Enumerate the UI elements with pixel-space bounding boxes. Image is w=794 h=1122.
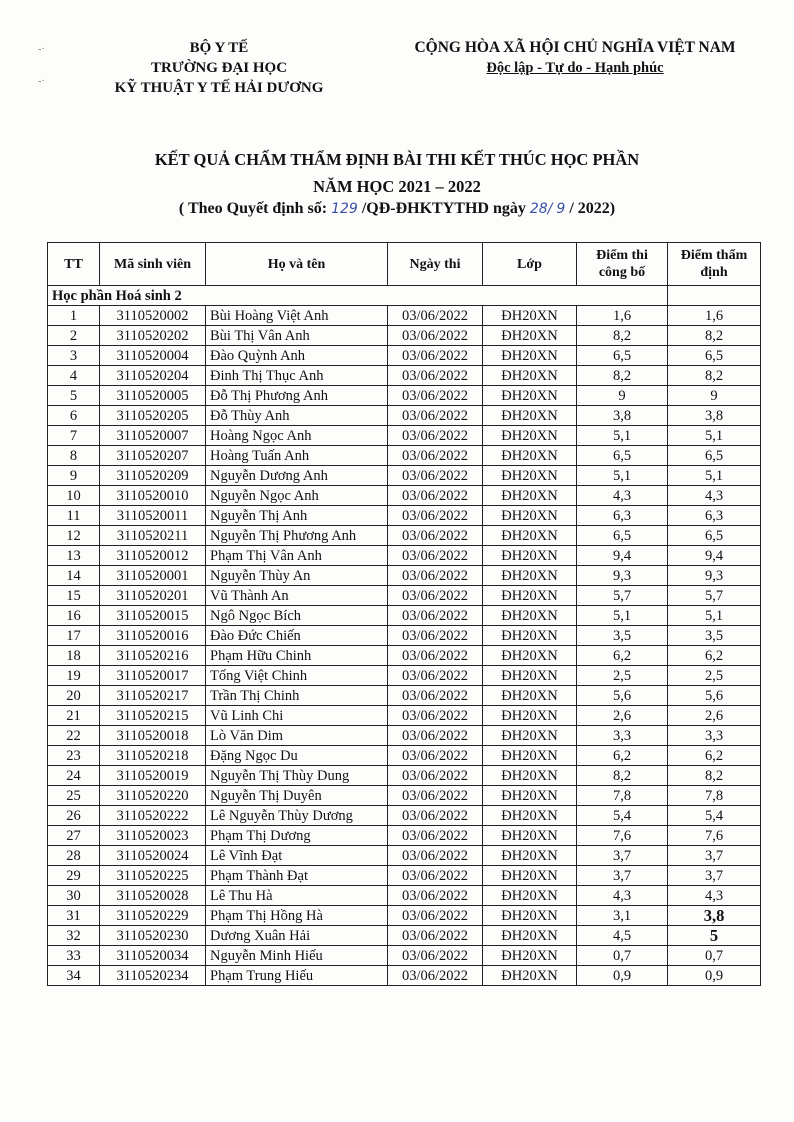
- student-name: Nguyễn Thùy An: [206, 566, 388, 586]
- exam-date: 03/06/2022: [388, 446, 483, 466]
- row-number: 12: [48, 526, 100, 546]
- row-number: 26: [48, 806, 100, 826]
- published-score: 0,7: [577, 946, 668, 966]
- class-name: ĐH20XN: [483, 646, 577, 666]
- exam-date: 03/06/2022: [388, 566, 483, 586]
- appraised-score: 5,6: [668, 686, 761, 706]
- appraised-score: 1,6: [668, 306, 761, 326]
- header-appraised-score: Điểm thẩm định: [668, 243, 761, 286]
- exam-date: 03/06/2022: [388, 666, 483, 686]
- appraised-score: 3,5: [668, 626, 761, 646]
- scan-mark: -·: [38, 76, 45, 87]
- table-header-row: [48, 243, 761, 286]
- table-row: [48, 346, 761, 366]
- published-score: 4,3: [577, 886, 668, 906]
- appraised-score: 3,8: [668, 406, 761, 426]
- appraised-score: 4,3: [668, 486, 761, 506]
- exam-date: 03/06/2022: [388, 426, 483, 446]
- appraised-score: 0,7: [668, 946, 761, 966]
- header-name: Họ và tên: [206, 243, 388, 286]
- row-number: 13: [48, 546, 100, 566]
- class-name: ĐH20XN: [483, 406, 577, 426]
- header-tt: TT: [48, 243, 100, 286]
- exam-date: 03/06/2022: [388, 706, 483, 726]
- row-number: 6: [48, 406, 100, 426]
- table-row: [48, 866, 761, 886]
- student-id: 3110520220: [100, 786, 206, 806]
- appraised-score: 6,3: [668, 506, 761, 526]
- student-id: 3110520217: [100, 686, 206, 706]
- student-id: 3110520234: [100, 966, 206, 986]
- row-number: 22: [48, 726, 100, 746]
- appraised-score: 6,2: [668, 746, 761, 766]
- class-name: ĐH20XN: [483, 766, 577, 786]
- table-row: [48, 686, 761, 706]
- exam-date: 03/06/2022: [388, 686, 483, 706]
- student-id: 3110520019: [100, 766, 206, 786]
- class-name: ĐH20XN: [483, 426, 577, 446]
- student-id: 3110520225: [100, 866, 206, 886]
- document-title: KẾT QUẢ CHẤM THẨM ĐỊNH BÀI THI KẾT THÚC HỌC PHẦN: [154, 150, 640, 169]
- published-score: 7,6: [577, 826, 668, 846]
- class-name: ĐH20XN: [483, 806, 577, 826]
- student-id: 3110520016: [100, 626, 206, 646]
- student-name: Trần Thị Chinh: [206, 686, 388, 706]
- published-score: 5,7: [577, 586, 668, 606]
- appraised-score: 4,3: [668, 886, 761, 906]
- appraised-score: 2,6: [668, 706, 761, 726]
- table-row: [48, 946, 761, 966]
- row-number: 16: [48, 606, 100, 626]
- row-number: 25: [48, 786, 100, 806]
- issuer-header: [84, 38, 354, 98]
- student-name: Ngô Ngọc Bích: [206, 606, 388, 626]
- student-name: Phạm Hữu Chinh: [206, 646, 388, 666]
- class-name: ĐH20XN: [483, 706, 577, 726]
- appraised-score: 9,4: [668, 546, 761, 566]
- appraised-score: 8,2: [668, 326, 761, 346]
- row-number: 14: [48, 566, 100, 586]
- student-name: Vũ Linh Chi: [206, 706, 388, 726]
- section-row: [48, 286, 761, 306]
- section-title: Học phần Hoá sinh 2: [48, 286, 668, 306]
- exam-date: 03/06/2022: [388, 846, 483, 866]
- published-score: 8,2: [577, 766, 668, 786]
- row-number: 32: [48, 926, 100, 946]
- student-id: 3110520201: [100, 586, 206, 606]
- table-row: [48, 466, 761, 486]
- exam-date: 03/06/2022: [388, 726, 483, 746]
- student-id: 3110520010: [100, 486, 206, 506]
- published-score: 6,5: [577, 526, 668, 546]
- exam-date: 03/06/2022: [388, 326, 483, 346]
- row-number: 18: [48, 646, 100, 666]
- student-name: Phạm Thành Đạt: [206, 866, 388, 886]
- appraised-score: 5,4: [668, 806, 761, 826]
- exam-date: 03/06/2022: [388, 626, 483, 646]
- student-id: 3110520015: [100, 606, 206, 626]
- exam-date: 03/06/2022: [388, 606, 483, 626]
- class-name: ĐH20XN: [483, 526, 577, 546]
- student-name: Phạm Thị Hồng Hà: [206, 906, 388, 926]
- exam-date: 03/06/2022: [388, 806, 483, 826]
- class-name: ĐH20XN: [483, 306, 577, 326]
- scan-mark: -·: [38, 44, 45, 55]
- class-name: ĐH20XN: [483, 566, 577, 586]
- appraised-score: 8,2: [668, 366, 761, 386]
- appraised-score: 9: [668, 386, 761, 406]
- student-id: 3110520012: [100, 546, 206, 566]
- student-name: Phạm Trung Hiếu: [206, 966, 388, 986]
- row-number: 20: [48, 686, 100, 706]
- published-score: 2,6: [577, 706, 668, 726]
- table-row: [48, 386, 761, 406]
- student-name: Nguyễn Ngọc Anh: [206, 486, 388, 506]
- academic-year: NĂM HỌC 2021 – 2022: [313, 177, 481, 196]
- table-row: [48, 646, 761, 666]
- published-score: 5,1: [577, 426, 668, 446]
- row-number: 29: [48, 866, 100, 886]
- student-name: Nguyễn Dương Anh: [206, 466, 388, 486]
- student-name: Phạm Thị Dương: [206, 826, 388, 846]
- row-number: 5: [48, 386, 100, 406]
- published-score: 5,1: [577, 606, 668, 626]
- appraised-score: 3,8: [668, 906, 761, 926]
- table-row: [48, 886, 761, 906]
- class-name: ĐH20XN: [483, 926, 577, 946]
- student-id: 3110520005: [100, 386, 206, 406]
- published-score: 3,1: [577, 906, 668, 926]
- appraised-score: 5,1: [668, 466, 761, 486]
- class-name: ĐH20XN: [483, 726, 577, 746]
- student-id: 3110520023: [100, 826, 206, 846]
- exam-date: 03/06/2022: [388, 386, 483, 406]
- student-name: Bùi Hoàng Việt Anh: [206, 306, 388, 326]
- published-score: 5,1: [577, 466, 668, 486]
- table-row: [48, 806, 761, 826]
- published-score: 6,2: [577, 746, 668, 766]
- exam-date: 03/06/2022: [388, 406, 483, 426]
- student-name: Dương Xuân Hải: [206, 926, 388, 946]
- exam-date: 03/06/2022: [388, 886, 483, 906]
- university-name-line1: TRƯỜNG ĐẠI HỌC: [150, 60, 288, 76]
- student-name: Lê Vĩnh Đạt: [206, 846, 388, 866]
- student-id: 3110520007: [100, 426, 206, 446]
- student-id: 3110520222: [100, 806, 206, 826]
- exam-date: 03/06/2022: [388, 506, 483, 526]
- published-score: 9,3: [577, 566, 668, 586]
- table-row: [48, 606, 761, 626]
- student-name: Đặng Ngọc Du: [206, 746, 388, 766]
- published-score: 6,5: [577, 446, 668, 466]
- appraised-score: 5: [668, 926, 761, 946]
- exam-date: 03/06/2022: [388, 766, 483, 786]
- row-number: 17: [48, 626, 100, 646]
- appraised-score: 8,2: [668, 766, 761, 786]
- published-score: 3,3: [577, 726, 668, 746]
- table-row: [48, 406, 761, 426]
- published-score: 4,5: [577, 926, 668, 946]
- class-name: ĐH20XN: [483, 446, 577, 466]
- exam-date: 03/06/2022: [388, 746, 483, 766]
- table-row: [48, 666, 761, 686]
- published-score: 3,7: [577, 866, 668, 886]
- table-row: [48, 726, 761, 746]
- row-number: 24: [48, 766, 100, 786]
- published-score: 6,2: [577, 646, 668, 666]
- decision-reference: ( Theo Quyết định số: 129 /QĐ-ĐHKTYTHD ngày 28/ 9 / 2022): [178, 200, 616, 217]
- published-score: 4,3: [577, 486, 668, 506]
- appraised-score: 9,3: [668, 566, 761, 586]
- student-id: 3110520211: [100, 526, 206, 546]
- row-number: 21: [48, 706, 100, 726]
- published-score: 6,3: [577, 506, 668, 526]
- student-id: 3110520004: [100, 346, 206, 366]
- row-number: 4: [48, 366, 100, 386]
- student-name: Lê Nguyễn Thùy Dương: [206, 806, 388, 826]
- decision-month: 9: [556, 201, 566, 217]
- class-name: ĐH20XN: [483, 666, 577, 686]
- row-number: 7: [48, 426, 100, 446]
- class-name: ĐH20XN: [483, 906, 577, 926]
- class-name: ĐH20XN: [483, 546, 577, 566]
- class-name: ĐH20XN: [483, 486, 577, 506]
- class-name: ĐH20XN: [483, 606, 577, 626]
- table-row: [48, 746, 761, 766]
- appraised-score: 7,8: [668, 786, 761, 806]
- exam-date: 03/06/2022: [388, 646, 483, 666]
- decision-number: 129: [331, 201, 358, 217]
- published-score: 9,4: [577, 546, 668, 566]
- exam-date: 03/06/2022: [388, 866, 483, 886]
- student-name: Đỗ Thị Phương Anh: [206, 386, 388, 406]
- row-number: 33: [48, 946, 100, 966]
- student-id: 3110520202: [100, 326, 206, 346]
- table-row: [48, 826, 761, 846]
- published-score: 9: [577, 386, 668, 406]
- student-id: 3110520002: [100, 306, 206, 326]
- student-id: 3110520209: [100, 466, 206, 486]
- row-number: 3: [48, 346, 100, 366]
- student-name: Đào Quỳnh Anh: [206, 346, 388, 366]
- exam-date: 03/06/2022: [388, 486, 483, 506]
- student-name: Phạm Thị Vân Anh: [206, 546, 388, 566]
- table-row: [48, 566, 761, 586]
- exam-date: 03/06/2022: [388, 466, 483, 486]
- table-row: [48, 846, 761, 866]
- student-name: Nguyễn Minh Hiếu: [206, 946, 388, 966]
- published-score: 2,5: [577, 666, 668, 686]
- results-table: [47, 242, 761, 986]
- student-name: Bùi Thị Vân Anh: [206, 326, 388, 346]
- table-row: [48, 966, 761, 986]
- row-number: 15: [48, 586, 100, 606]
- table-row: [48, 526, 761, 546]
- student-name: Đào Đức Chiến: [206, 626, 388, 646]
- class-name: ĐH20XN: [483, 326, 577, 346]
- row-number: 23: [48, 746, 100, 766]
- class-name: ĐH20XN: [483, 886, 577, 906]
- exam-date: 03/06/2022: [388, 826, 483, 846]
- row-number: 30: [48, 886, 100, 906]
- exam-date: 03/06/2022: [388, 366, 483, 386]
- exam-date: 03/06/2022: [388, 966, 483, 986]
- student-id: 3110520028: [100, 886, 206, 906]
- header-student-id: Mã sinh viên: [100, 243, 206, 286]
- student-name: Đinh Thị Thục Anh: [206, 366, 388, 386]
- published-score: 8,2: [577, 326, 668, 346]
- row-number: 1: [48, 306, 100, 326]
- header-published-score: Điểm thi công bố: [577, 243, 668, 286]
- student-id: 3110520017: [100, 666, 206, 686]
- table-row: [48, 626, 761, 646]
- country-name: CỘNG HÒA XÃ HỘI CHỦ NGHĨA VIỆT NAM: [414, 39, 736, 56]
- exam-date: 03/06/2022: [388, 786, 483, 806]
- decision-day: 28: [529, 201, 548, 217]
- student-id: 3110520229: [100, 906, 206, 926]
- student-name: Hoàng Ngọc Anh: [206, 426, 388, 446]
- appraised-score: 6,5: [668, 526, 761, 546]
- appraised-score: 2,5: [668, 666, 761, 686]
- student-name: Nguyễn Thị Anh: [206, 506, 388, 526]
- table-row: [48, 326, 761, 346]
- row-number: 28: [48, 846, 100, 866]
- table-row: [48, 486, 761, 506]
- exam-date: 03/06/2022: [388, 946, 483, 966]
- row-number: 19: [48, 666, 100, 686]
- row-number: 31: [48, 906, 100, 926]
- student-id: 3110520001: [100, 566, 206, 586]
- student-id: 3110520018: [100, 726, 206, 746]
- published-score: 5,6: [577, 686, 668, 706]
- student-id: 3110520034: [100, 946, 206, 966]
- class-name: ĐH20XN: [483, 746, 577, 766]
- class-name: ĐH20XN: [483, 686, 577, 706]
- student-name: Nguyễn Thị Thùy Dung: [206, 766, 388, 786]
- row-number: 9: [48, 466, 100, 486]
- exam-date: 03/06/2022: [388, 906, 483, 926]
- appraised-score: 7,6: [668, 826, 761, 846]
- class-name: ĐH20XN: [483, 366, 577, 386]
- table-row: [48, 766, 761, 786]
- class-name: ĐH20XN: [483, 386, 577, 406]
- header-exam-date: Ngày thi: [388, 243, 483, 286]
- table-row: [48, 306, 761, 326]
- table-row: [48, 446, 761, 466]
- appraised-score: 6,5: [668, 346, 761, 366]
- appraised-score: 0,9: [668, 966, 761, 986]
- published-score: 3,7: [577, 846, 668, 866]
- student-id: 3110520230: [100, 926, 206, 946]
- student-id: 3110520218: [100, 746, 206, 766]
- student-name: Vũ Thành An: [206, 586, 388, 606]
- class-name: ĐH20XN: [483, 866, 577, 886]
- student-id: 3110520215: [100, 706, 206, 726]
- row-number: 8: [48, 446, 100, 466]
- appraised-score: 3,7: [668, 866, 761, 886]
- published-score: 3,8: [577, 406, 668, 426]
- exam-date: 03/06/2022: [388, 586, 483, 606]
- student-id: 3110520207: [100, 446, 206, 466]
- published-score: 0,9: [577, 966, 668, 986]
- exam-date: 03/06/2022: [388, 926, 483, 946]
- student-name: Tống Việt Chinh: [206, 666, 388, 686]
- row-number: 27: [48, 826, 100, 846]
- student-name: Lò Văn Dim: [206, 726, 388, 746]
- class-name: ĐH20XN: [483, 346, 577, 366]
- student-name: Nguyễn Thị Duyên: [206, 786, 388, 806]
- published-score: 5,4: [577, 806, 668, 826]
- table-row: [48, 926, 761, 946]
- university-name-line2: KỸ THUẬT Y TẾ HẢI DƯƠNG: [114, 80, 324, 96]
- exam-date: 03/06/2022: [388, 546, 483, 566]
- table-row: [48, 906, 761, 926]
- published-score: 3,5: [577, 626, 668, 646]
- class-name: ĐH20XN: [483, 786, 577, 806]
- class-name: ĐH20XN: [483, 466, 577, 486]
- class-name: ĐH20XN: [483, 946, 577, 966]
- ministry-name: BỘ Y TẾ: [189, 40, 249, 56]
- header-class: Lớp: [483, 243, 577, 286]
- published-score: 8,2: [577, 366, 668, 386]
- student-id: 3110520216: [100, 646, 206, 666]
- table-row: [48, 366, 761, 386]
- national-header: [390, 38, 760, 78]
- row-number: 34: [48, 966, 100, 986]
- row-number: 11: [48, 506, 100, 526]
- exam-date: 03/06/2022: [388, 346, 483, 366]
- published-score: 6,5: [577, 346, 668, 366]
- student-name: Nguyễn Thị Phương Anh: [206, 526, 388, 546]
- student-name: Lê Thu Hà: [206, 886, 388, 906]
- table-row: [48, 706, 761, 726]
- table-row: [48, 426, 761, 446]
- class-name: ĐH20XN: [483, 846, 577, 866]
- national-motto: Độc lập - Tự do - Hạnh phúc: [486, 60, 664, 76]
- class-name: ĐH20XN: [483, 506, 577, 526]
- appraised-score: 3,3: [668, 726, 761, 746]
- appraised-score: 5,1: [668, 426, 761, 446]
- table-row: [48, 506, 761, 526]
- student-id: 3110520205: [100, 406, 206, 426]
- appraised-score: 5,1: [668, 606, 761, 626]
- appraised-score: 6,2: [668, 646, 761, 666]
- row-number: 2: [48, 326, 100, 346]
- exam-date: 03/06/2022: [388, 526, 483, 546]
- appraised-score: 3,7: [668, 846, 761, 866]
- table-row: [48, 546, 761, 566]
- table-row: [48, 586, 761, 606]
- exam-date: 03/06/2022: [388, 306, 483, 326]
- student-id: 3110520024: [100, 846, 206, 866]
- published-score: 1,6: [577, 306, 668, 326]
- row-number: 10: [48, 486, 100, 506]
- class-name: ĐH20XN: [483, 586, 577, 606]
- student-id: 3110520011: [100, 506, 206, 526]
- published-score: 7,8: [577, 786, 668, 806]
- class-name: ĐH20XN: [483, 826, 577, 846]
- appraised-score: 6,5: [668, 446, 761, 466]
- table-row: [48, 786, 761, 806]
- class-name: ĐH20XN: [483, 966, 577, 986]
- class-name: ĐH20XN: [483, 626, 577, 646]
- student-id: 3110520204: [100, 366, 206, 386]
- student-name: Đỗ Thùy Anh: [206, 406, 388, 426]
- student-name: Hoàng Tuấn Anh: [206, 446, 388, 466]
- appraised-score: 5,7: [668, 586, 761, 606]
